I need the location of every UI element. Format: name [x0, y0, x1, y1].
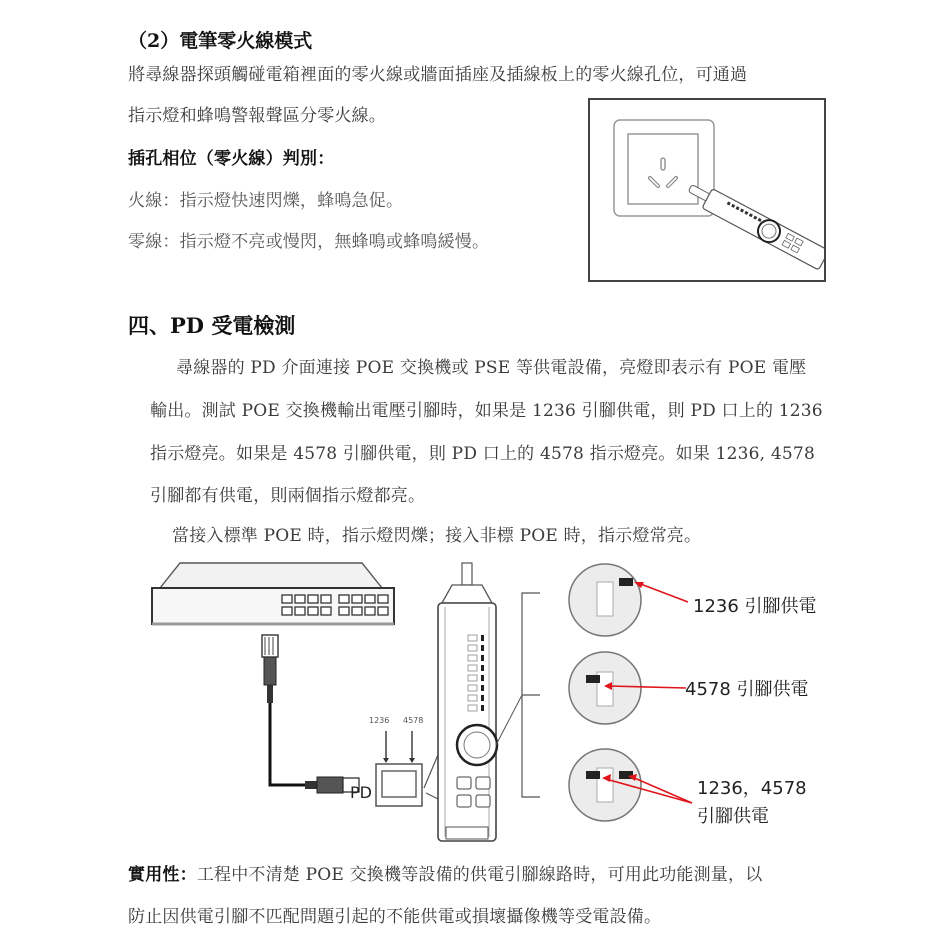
neutral-wire-description: 零線：指示燈不亮或慢閃，無蜂鳴或蜂鳴緩慢。	[128, 232, 490, 252]
section-4-title: 四、PD 受電檢測	[128, 313, 296, 338]
section-2-title: （2）電筆零火線模式	[128, 30, 313, 52]
socket-with-tester-icon	[590, 100, 824, 280]
callout-4578-label: 4578 引腳供電	[685, 679, 809, 700]
pd-port-label: PD	[350, 783, 372, 802]
practical-text-1: 工程中不清楚 POE 交換機等設備的供電引腳線路時，可用此功能測量，以	[196, 865, 763, 885]
section-4-paragraph-line-3: 指示燈亮。如果是 4578 引腳供電，則 PD 口上的 4578 指示燈亮。如果 1236, 4578	[150, 444, 815, 464]
section-4-paragraph-2: 當接入標準 POE 時，指示燈閃爍；接入非標 POE 時，指示燈常亮。	[172, 526, 702, 546]
section-2-paragraph-line-1: 將尋線器探頭觸碰電箱裡面的零火線或牆面插座及插線板上的零火線孔位，可通過	[128, 65, 748, 85]
section-4-paragraph-line-4: 引腳都有供電，則兩個指示燈都亮。	[150, 486, 426, 506]
practical-line-1	[128, 860, 762, 885]
callout-both-label-line-2: 引腳供電	[697, 806, 769, 827]
socket-tester-illustration	[588, 98, 826, 282]
poe-test-diagram	[140, 555, 560, 850]
pin-label-1236: 1236	[369, 716, 390, 725]
poe-switch-and-tester-icon	[140, 555, 560, 850]
phase-subheading: 插孔相位（零火線）判別：	[128, 149, 335, 169]
section-2-paragraph-line-2: 指示燈和蜂鳴警報聲區分零火線。	[128, 106, 386, 126]
live-wire-description: 火線：指示燈快速閃爍，蜂鳴急促。	[128, 191, 404, 211]
practical-label: 實用性：	[128, 865, 197, 885]
section-4-paragraph-line-2: 輸出。測試 POE 交換機輸出電壓引腳時，如果是 1236 引腳供電，則 PD 口上的 1236	[150, 401, 823, 421]
practical-line-2: 防止因供電引腳不匹配問題引起的不能供電或損壞攝像機等受電設備。	[128, 907, 662, 927]
callout-1236-label: 1236 引腳供電	[693, 596, 817, 617]
callout-both-label-line-1: 1236，4578	[697, 778, 807, 799]
section-4-paragraph-line-1: 尋線器的 PD 介面連接 POE 交換機或 PSE 等供電設備，亮燈即表示有 POE 電壓	[176, 358, 807, 378]
pin-label-4578: 4578	[403, 716, 424, 725]
